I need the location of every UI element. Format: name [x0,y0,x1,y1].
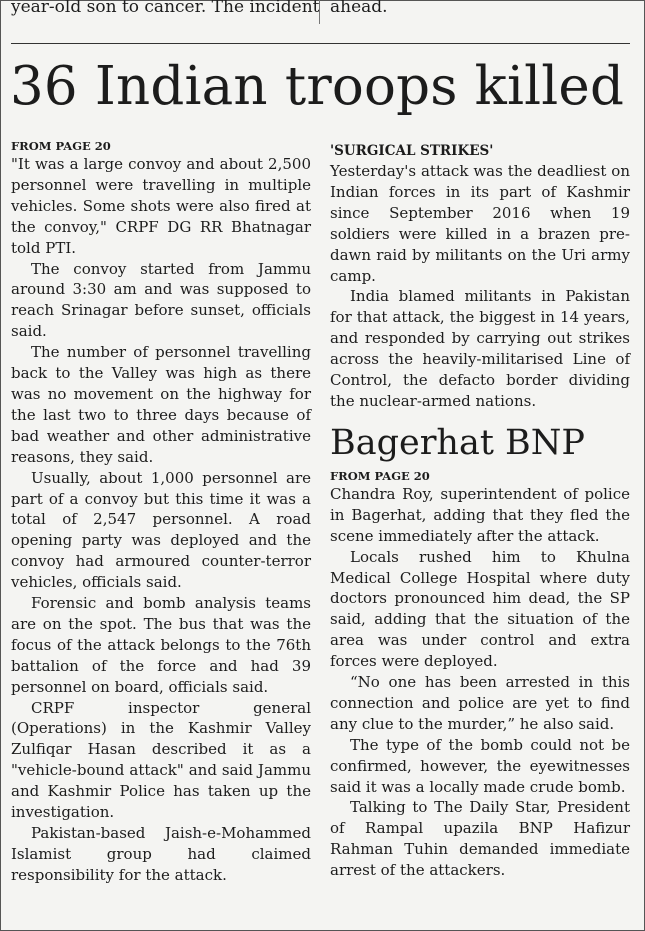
page-headline: 36 Indian troops killed [10,56,625,117]
previous-story-fragment-right: ahead. [330,0,388,17]
article-paragraph: Pakistan-based Jaish-e-Mohammed Islamist group had claimed responsibility for the attack. [11,824,311,884]
article-paragraph: The number of personnel travelling back to the Valley was high as there was no movement on the highway for the last two to three days because of bad weather and other administrative reasons, they said. [11,343,311,466]
article-paragraph: Talking to The Daily Star, President of Rampal upazila BNP Hafizur Rahman Tuhin demanded immediate arrest of the attackers. [330,798,630,880]
left-column [11,138,311,886]
previous-story-fragment-left: year-old son to cancer. The incident [11,0,320,17]
article-paragraph: "It was a large convoy and about 2,500 personnel were travelling in multiple vehicles. Some shots were also fired at the convoy," CRPF DG RR Bhatnagar told PTI. [11,155,311,257]
article-paragraph: “No one has been arrested in this connection and police are yet to find any clue to the murder,” he also said. [330,673,630,733]
article-paragraph: Usually, about 1,000 personnel are part of a convoy but this time it was a total of 2,547 personnel. A road opening party was deployed and the convoy had armoured counter-terror vehicles, officials said. [11,468,311,592]
section-rule [11,43,630,44]
story-headline: Bagerhat BNP [330,422,585,463]
article-paragraph: India blamed militants in Pakistan for that attack, the biggest in 14 years, and responded by carrying out strikes across the heavily-militarised Line of Control, the defacto border dividing the nuclear-armed nations. [330,287,630,410]
article-paragraph: Locals rushed him to Khulna Medical College Hospital where duty doctors pronounced him dead, the SP said, adding that the situation of the area was under control and extra forces were deployed. [330,547,630,671]
article-paragraph: The type of the bomb could not be confirmed, however, the eyewitnesses said it was a locally made crude bomb. [330,735,630,796]
article-paragraph: Yesterday's attack was the deadliest on Indian forces in its part of Kashmir since September 2016 when 19 soldiers were killed in a brazen pre-dawn raid by militants on the Uri army camp. [330,162,630,285]
article-paragraph: Chandra Roy, superintendent of police in Bagerhat, adding that they fled the scene immediately after the attack. [330,484,630,545]
article-paragraph: CRPF inspector general (Operations) in the Kashmir Valley Zulfiqar Hasan described it as a "vehicle-bound attack" and said Jammu and Kashmir Police has taken up the investigation. [11,698,311,822]
section-subheading: 'SURGICAL STRIKES' [330,143,494,159]
continuation-label: FROM PAGE 20 [330,468,430,483]
article-paragraph: The convoy started from Jammu around 3:30 am and was supposed to reach Srinagar before sunset, officials said. [11,259,311,341]
continuation-label: FROM PAGE 20 [11,139,111,153]
column-divider [319,0,320,24]
right-column [330,138,630,881]
article-paragraph: Forensic and bomb analysis teams are on the spot. The bus that was the focus of the attack belongs to the 76th battalion of the force and had 39 personnel on board, officials said. [11,594,311,696]
